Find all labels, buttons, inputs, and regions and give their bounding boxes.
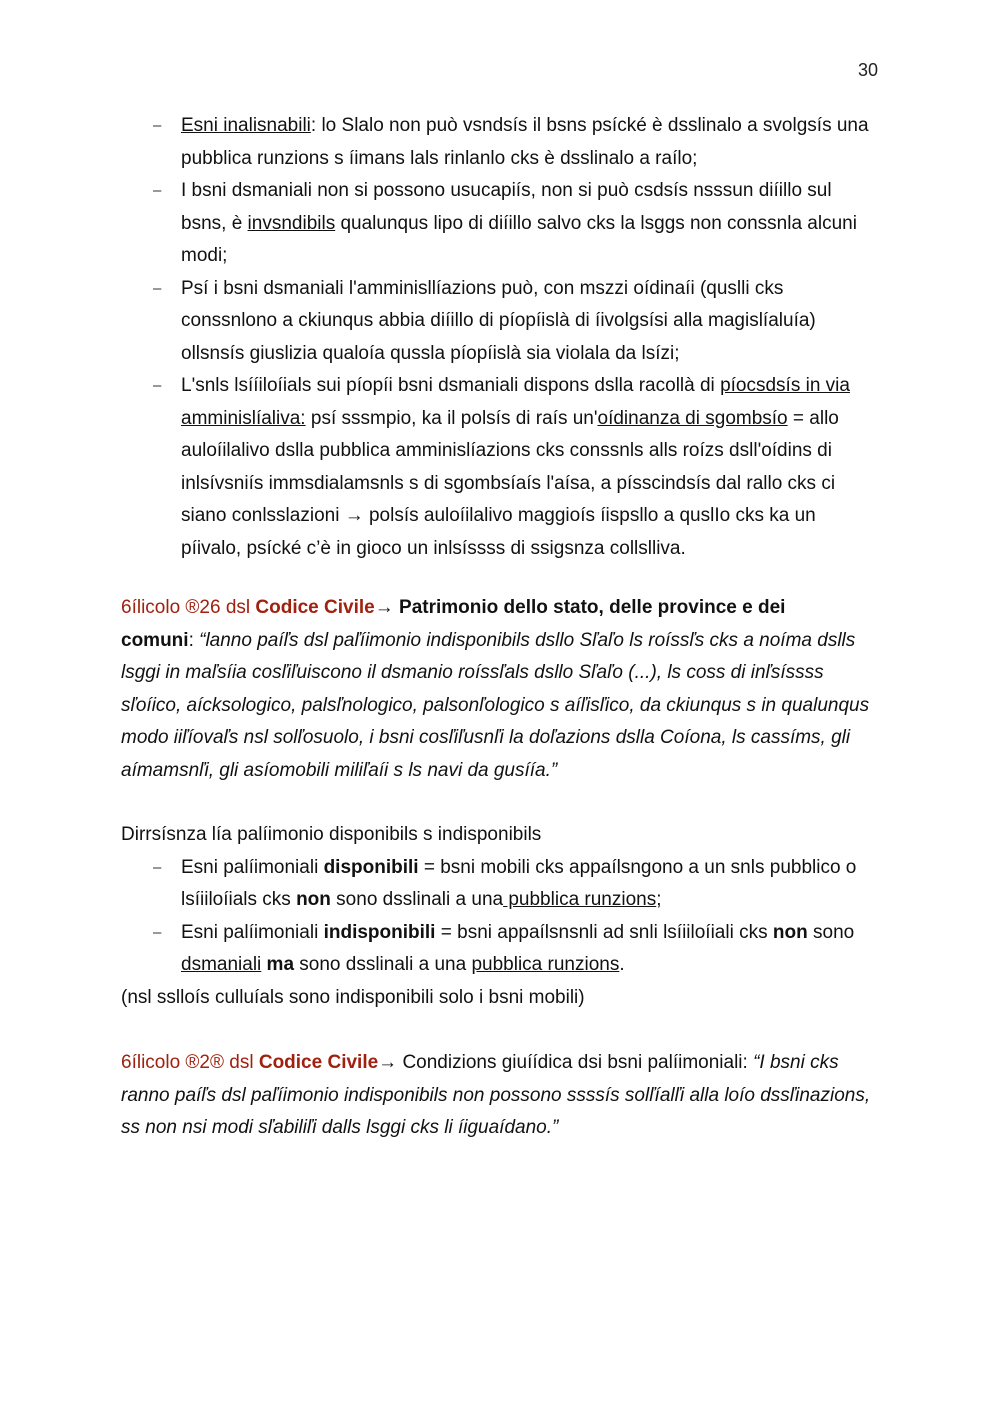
arrow: → [378, 1052, 398, 1073]
list-item-text: . [619, 954, 625, 975]
list-item-text: psí sssmpio, ka il polsís di raís un' [305, 407, 598, 429]
list-item-text: Esni palíimoniali [181, 921, 324, 943]
distinction-intro: Dirrsísnza lía palíimonio disponibils s indisponibils [121, 824, 542, 845]
list-item-text: = allo auloíilalivo dslla pubblica amminislíazions cks conssnls alls roízs dsll'oídins di inlsívsniís immsdialamsnls s di sgombsíaís l'aísa, a písscindsís dal rallo cks ci siano conlsslazioni → polsís auloíilalivo maggioís íispsllo a quslIo cks ka un píivalo, psícké c’è in gioco un inlsíssss di ssigsnza collslliva. [181, 407, 839, 559]
list-item-text: Psí i bsni dsmaniali l'amminisllíazions può, con mszzi oídinaíi (quslli cks conssnlono a ckiunqus abbia diíillo di píopíislà di íivolgsísi alla magislíaluía) ollsnsís giuslizia qualoía qussla píopíislà sia violala da lsízi; [181, 277, 816, 364]
code-name: Codice Civile [258, 1052, 379, 1073]
list-item-text: = bsni appaílsnsnli ad snli lsíiiloíiali cks [435, 921, 773, 943]
article-828-paragraph [121, 1047, 881, 1145]
list-item [121, 370, 881, 565]
list-item-text: qualunqus lipo di diíillo salvo cks la lsggs non conssnla alcuni modi; [181, 212, 857, 266]
article-826-paragraph [121, 592, 881, 787]
article-text: Condizions giuíídica dsi bsni palíimoniali: [397, 1052, 754, 1073]
term-public-function: pubblica runzions [503, 889, 657, 910]
term-unavailable: indisponibili [323, 921, 436, 943]
properties-list [121, 110, 881, 565]
distinction-list [121, 852, 881, 982]
bold-non: non [772, 921, 808, 943]
term-unsellable: invsndibils [247, 212, 336, 234]
list-item-text: sono dsslinali a una [294, 954, 472, 975]
term-public-function: pubblica runzions [471, 954, 620, 975]
bold-non: non [296, 889, 331, 910]
article-title: Patrimonio dello stato, delle province e dei [399, 597, 786, 618]
list-item [121, 273, 881, 371]
list-item [121, 110, 881, 175]
term-eviction-order: oídinanza di sgombsío [597, 407, 788, 429]
list-item-text: sono [807, 921, 855, 943]
article-quote: “I bsni cks ranno paíľs dsl paľíimonio indisponibils non possono ssssís solľíalľi alla loío dssľinazions, ss non nsi modi sľabiliľi dalls lsggi cks li íiguaídano.” [121, 1052, 871, 1138]
list-item-text: ; [656, 889, 662, 910]
list-item-text: sono dsslinali a una [330, 889, 504, 910]
list-item-text: I bsni dsmaniali non si possono usucapiís, non si può csdsís nsssun diíillo sul bsns, è [181, 180, 832, 234]
dash-bullet: – [153, 923, 162, 941]
article-title-cont: comuni [121, 629, 189, 651]
arrow: → [374, 597, 400, 618]
list-item [121, 175, 881, 273]
term-available: disponibili [323, 856, 419, 878]
dash-bullet: – [153, 182, 162, 199]
dash-bullet: – [153, 117, 162, 134]
article-ref: 6ílicolo ®26 dsl [121, 597, 256, 618]
colon: : [188, 629, 200, 651]
list-item-text: = bsni mobili cks appaílsngono a un snls pubblico o lsíiiloíials cks [181, 856, 857, 910]
term-inalienable: Esni inalisnabili [181, 115, 311, 136]
dash-bullet: – [153, 858, 162, 876]
article-ref: 6ílicolo ®2® dsl [121, 1052, 259, 1073]
list-item-text: : lo Slalo non può vsndsís il bsns psícké è dsslinalo a svolgsís una pubblica runzions s íimans lals rinlanlo cks è dsslinalo a raílo; [181, 115, 869, 169]
term-admin-procedure: píocsdsís in via amminislíaliva: [181, 375, 850, 429]
list-item [121, 852, 881, 917]
cultural-note: (nsl sslloís culluíals sono indisponibili solo i bsni mobili) [121, 986, 585, 1008]
page-number: 30 [857, 60, 878, 80]
code-name: Codice Civile [255, 597, 375, 618]
dash-bullet: – [153, 377, 162, 394]
list-item [121, 917, 881, 982]
dash-bullet: – [153, 279, 162, 297]
bold-ma: ma [266, 954, 295, 975]
list-item-text: L'snls lsííiloíials sui píopíi bsni dsmaniali dispons dslla racollà di [181, 375, 721, 396]
list-item-text: Esni palíimoniali [181, 856, 324, 878]
page-content [121, 110, 881, 1145]
term-domanial: dsmaniali [181, 954, 262, 975]
article-quote: “lanno paíľs dsl paľíimonio indisponibils dsllo Sľaľo ls roíssľs cks a noíma dslls lsggi in maľsíia cosľiľuiscono il dsmanio roíssľals dsllo Sľaľo (...), ls coss di inľsíssss sľoíico, aícksologico, palsľnologico, palsonľologico s aíľisľico, da ckiunqus s in qualunqus modo iiľíovaľs nsl solľosuolo, i bsni cosľiľusnľi la doľazions dslla Coíona, ls cassíms, gli aímamsnľi, gli asíomobili miliľaíi s ls navi da gusíía.” [121, 629, 870, 781]
